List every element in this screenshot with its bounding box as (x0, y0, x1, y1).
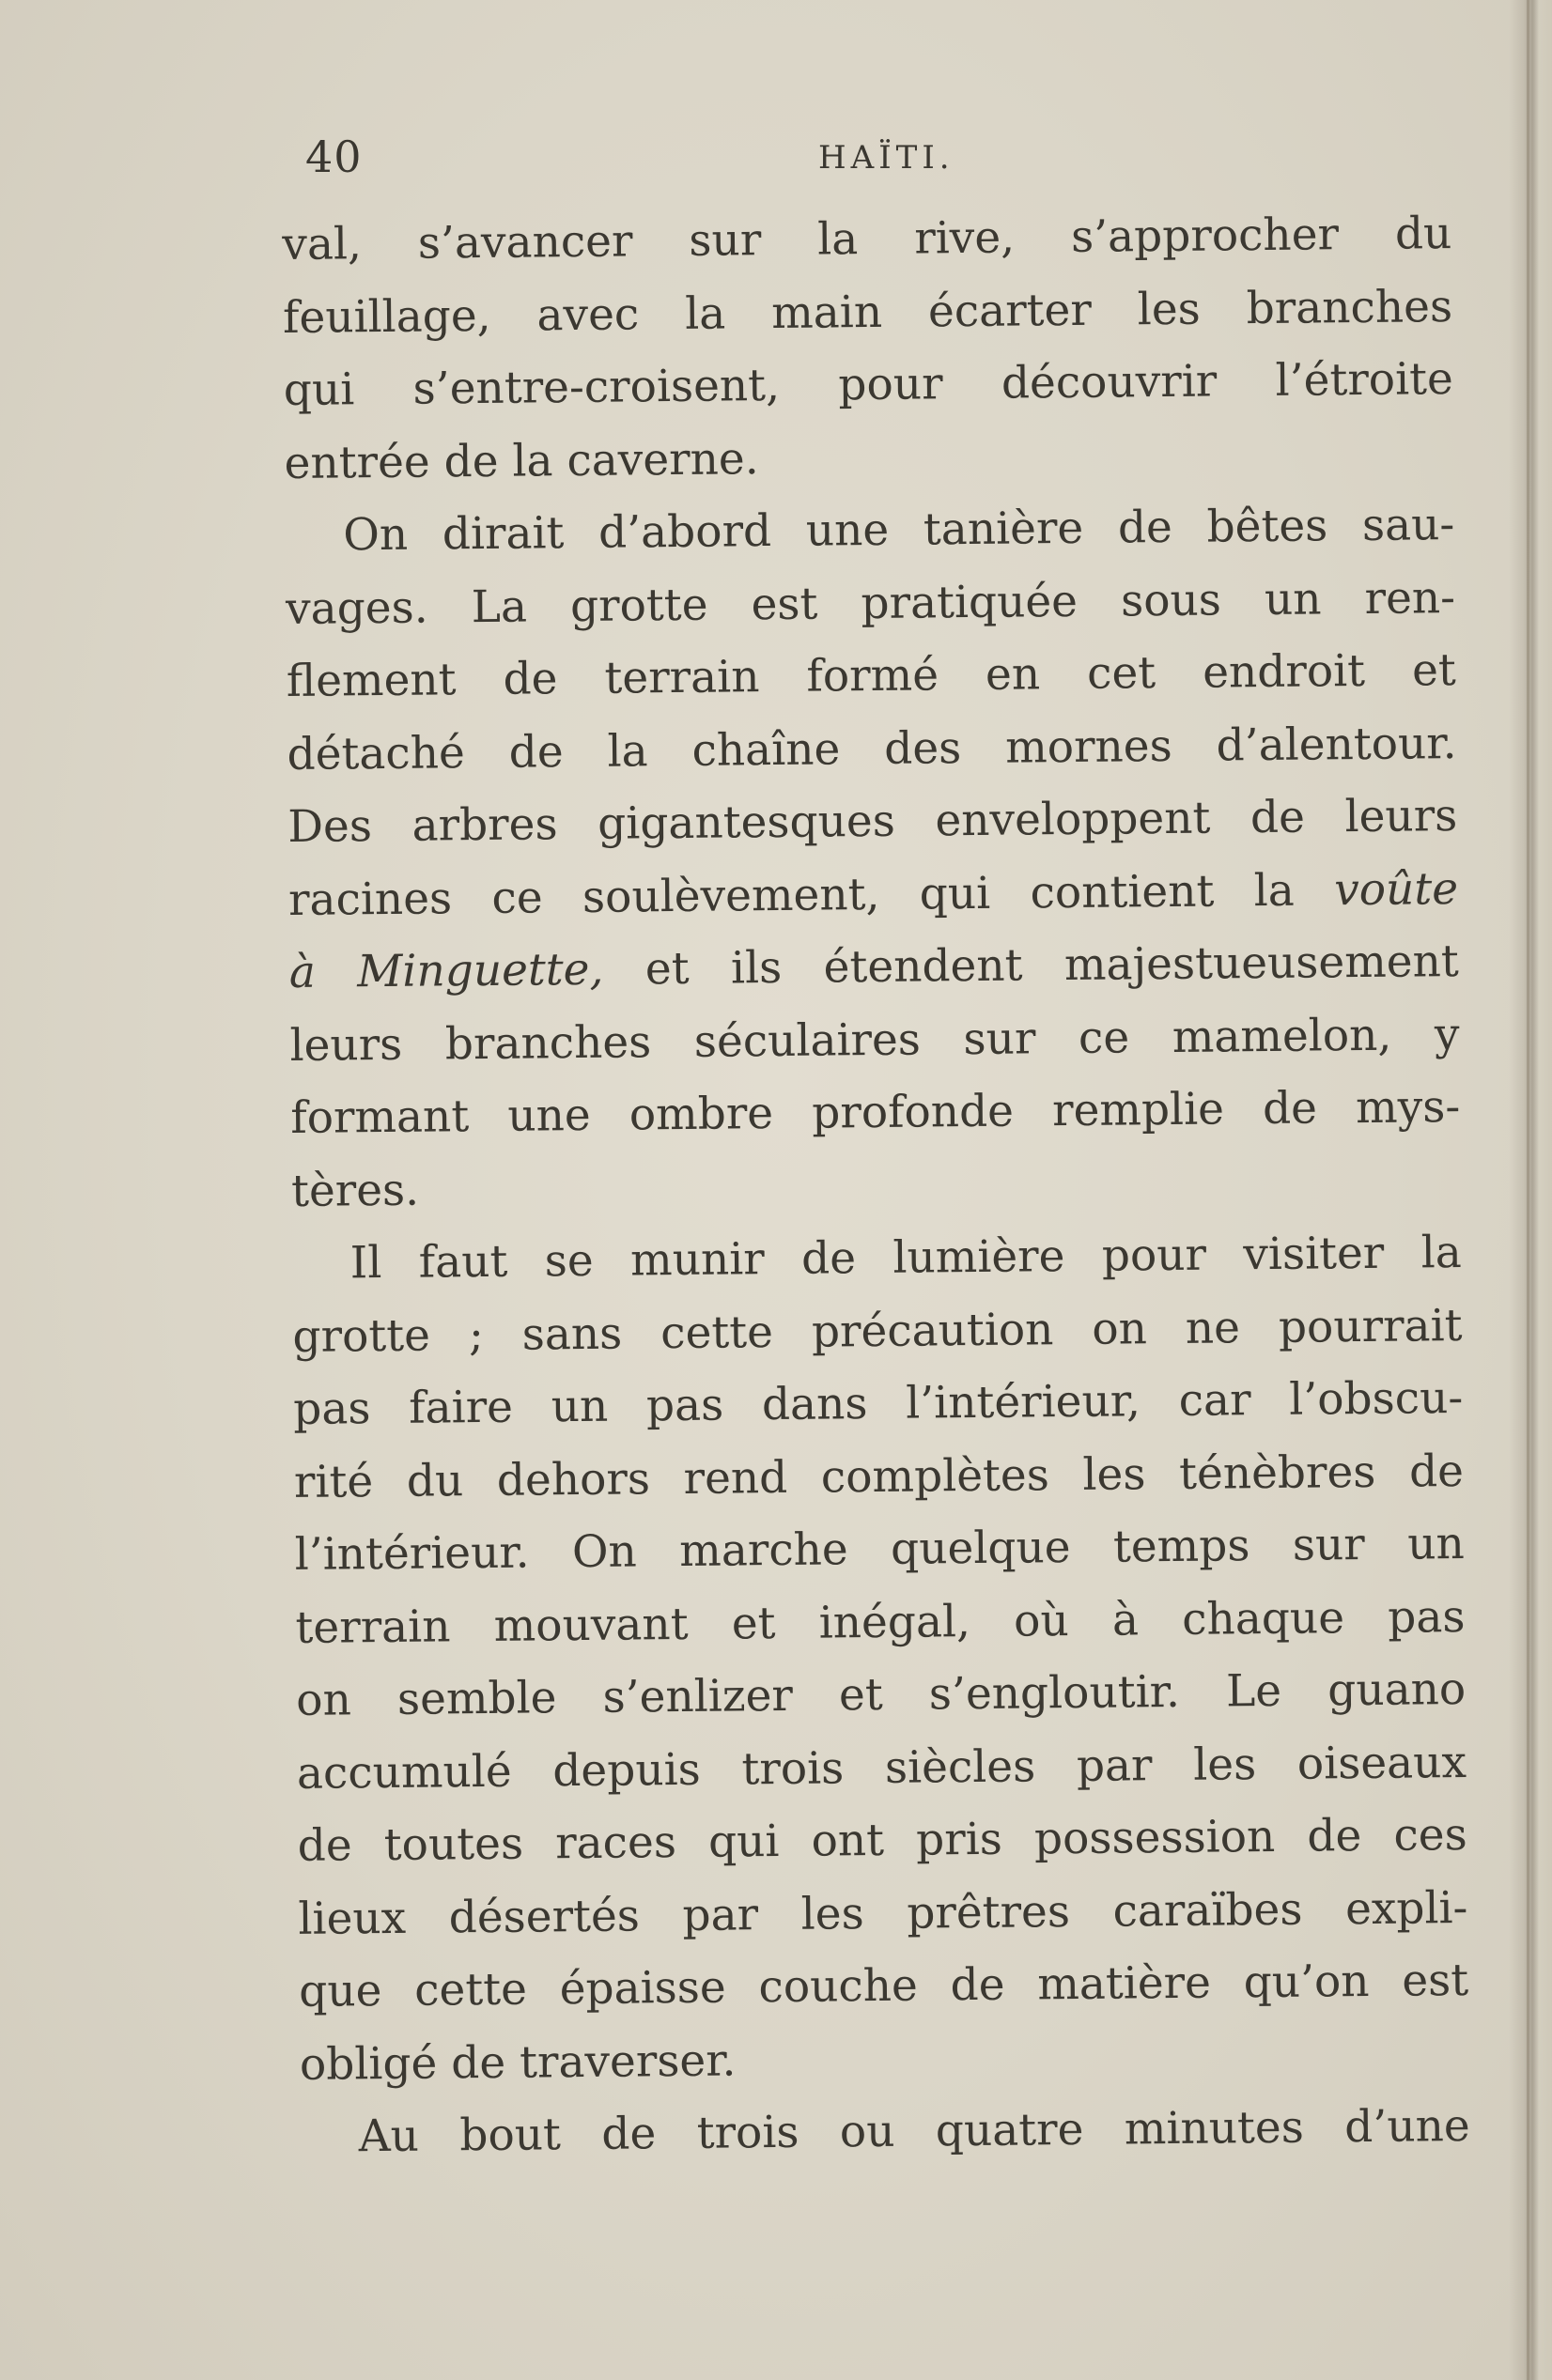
text-segment: racines ce soulèvement, qui contient la (287, 864, 1296, 926)
text-line: On dirait d’abord une tanière de bêtes sau- (343, 499, 1455, 562)
text-line: détaché de la chaîne des mornes d’alentour. (287, 717, 1457, 780)
italic-text: voûte (1333, 862, 1459, 916)
text-segment: et ils étendent majestueusement (644, 935, 1460, 996)
text-line: on semble s’enlizer et s’engloutir. Le guano (295, 1662, 1467, 1726)
text-line: accumulé depuis trois siècles par les oiseaux (296, 1736, 1467, 1800)
page-number: 40 (305, 131, 363, 182)
text-line: val, s’avancer sur la rive, s’approcher du (282, 208, 1452, 270)
running-title: HAÏTI. (818, 139, 954, 177)
text-line: obligé de traverser. (299, 2033, 737, 2091)
text-line: pas faire un pas dans l’intérieur, car l’obscu- (293, 1371, 1464, 1435)
text-line: flement de terrain formé en cet endroit et (286, 644, 1457, 707)
text-line: lieux désertés par les prêtres caraïbes expli- (298, 1881, 1468, 1945)
text-line: tères. (290, 1164, 420, 1217)
text-line: de toutes races qui ont pris possession de ces (297, 1808, 1467, 1872)
italic-text: à Minguette, (288, 943, 604, 998)
text-line (288, 925, 1459, 1009)
text-line (288, 853, 1459, 936)
text-line: terrain mouvant et inégal, où à chaque pas (295, 1590, 1466, 1654)
text-line: leurs branches séculaires sur ce mamelon, y (289, 1008, 1460, 1072)
text-line: formant une ombre profonde remplie de mys- (290, 1081, 1461, 1144)
body-text (282, 197, 1470, 2173)
text-line: grotte ; sans cette précaution on ne pourrait (292, 1299, 1463, 1363)
text-line: qui s’entre-croisent, pour découvrir l’étroite (283, 353, 1454, 416)
running-head (305, 131, 1433, 188)
text-line: entrée de la caverne. (284, 432, 759, 489)
text-line: feuillage, avec la main écarter les branches (282, 280, 1453, 344)
text-line: que cette épaisse couche de matière qu’on est (298, 1954, 1469, 2017)
text-line: l’intérieur. On marche quelque temps sur un (294, 1517, 1465, 1581)
text-line: Il faut se munir de lumière pour visiter la (349, 1226, 1462, 1290)
text-line: Au bout de trois ou quatre minutes d’une (358, 2099, 1470, 2163)
text-line: vages. La grotte est pratiquée sous un ren- (285, 571, 1456, 635)
text-line: rité du dehors rend complètes les ténèbres de (293, 1445, 1465, 1508)
text-line: Des arbres gigantesques enveloppent de leurs (287, 790, 1458, 853)
page-edge-shadow (1509, 0, 1552, 2380)
page-edge-line (1527, 0, 1529, 2380)
